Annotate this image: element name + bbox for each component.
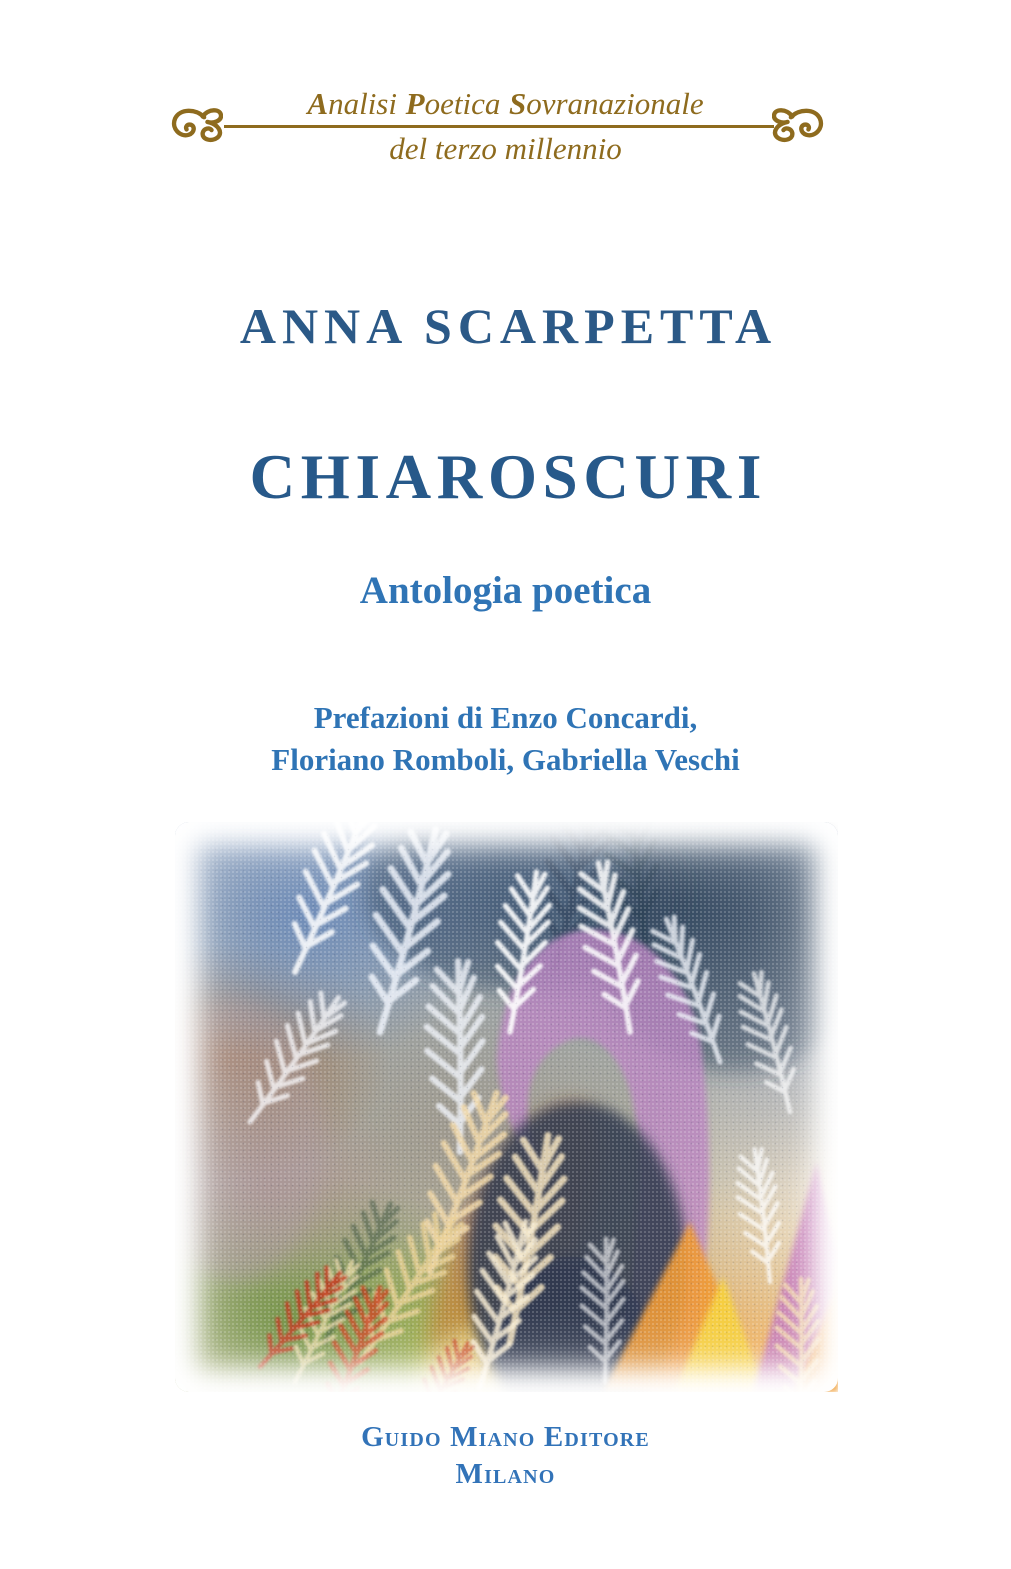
preface-line-2: Floriano Romboli, Gabriella Veschi	[271, 741, 740, 777]
publisher-city: Milano	[455, 1458, 556, 1491]
publisher-imprint	[0, 1419, 1011, 1493]
series-word-rest: nalisi	[328, 86, 397, 121]
preface-credits	[0, 697, 1011, 780]
series-word-initial: S	[508, 86, 527, 121]
book-subtitle: Antologia poetica	[359, 569, 652, 612]
series-word-rest: ovranazionale	[526, 86, 704, 121]
author-name: ANNA SCARPETTA	[239, 298, 778, 354]
scroll-flourish-right-icon	[772, 106, 826, 144]
book-title: CHIAROSCURI	[249, 442, 768, 512]
series-word-initial: A	[307, 86, 329, 121]
series-divider-line	[224, 125, 774, 128]
publisher-name: Guido Miano Editore	[361, 1421, 650, 1453]
series-title-line-1	[0, 88, 1011, 119]
series-word-initial: P	[405, 86, 425, 121]
series-title-line-2: del terzo millennio	[389, 131, 622, 166]
artwork-soft-white-vignette	[175, 822, 838, 1392]
cover-artwork	[175, 822, 838, 1392]
series-word-rest: oetica	[424, 86, 501, 121]
preface-line-1: Prefazioni di Enzo Concardi,	[313, 700, 698, 735]
